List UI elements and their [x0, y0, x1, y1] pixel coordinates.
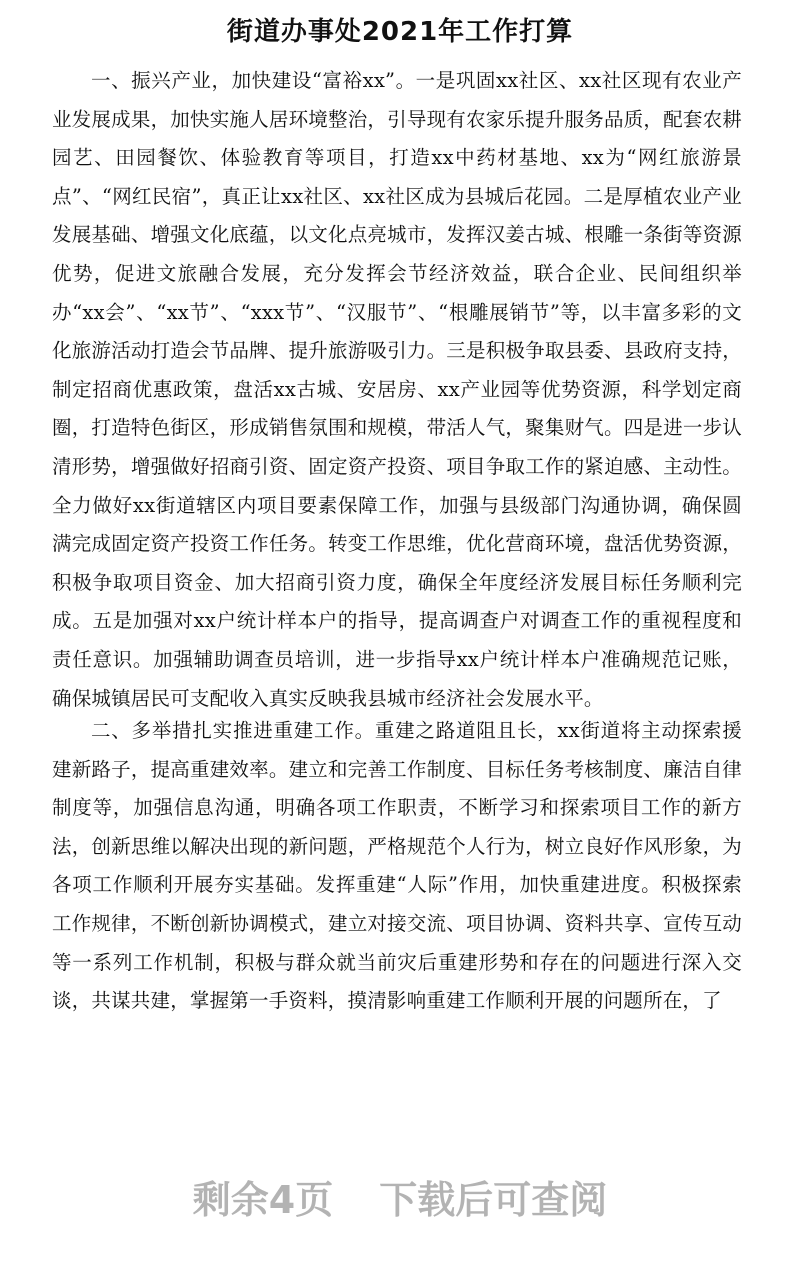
download-banner[interactable] — [0, 1172, 800, 1228]
remaining-pages-label: 剩余4页 — [192, 1178, 334, 1222]
download-hint-label: 下载后可查阅 — [379, 1178, 608, 1222]
paragraph-1: 一、振兴产业，加快建设“富裕xx”。一是巩固xx社区、xx社区现有农业产业发展成果，加快实施人居环境整治，引导现有农家乐提升服务品质，配套农耕园艺、田园餐饮、体验教育等项目，打造xx中药材基地、xx为“网红旅游景点”、“网红民宿”，真正让xx社区、xx社区成为县城后花园。二是厚植农业产业发展基础、增强文化底蕴，以文化点亮城市，发挥汉姜古城、根雕一条街等资源优势，促进文旅融合发展，充分发挥会节经济效益，联合企业、民间组织举办“xx会”、“xx节”、“xxx节”、“汉服节”、“根雕展销节”等，以丰富多彩的文化旅游活动打造会节品牌、提升旅游吸引力。三是积极争取县委、县政府支持，制定招商优惠政策，盘活xx古城、安居房、xx产业园等优势资源，科学划定商圈，打造特色街区，形成销售氛围和规模，带活人气，聚集财气。四是进一步认清形势，增强做好招商引资、固定资产投资、项目争取工作的紧迫感、主动性。全力做好xx街道辖区内项目要素保障工作，加强与县级部门沟通协调，确保圆满完成固定资产投资工作任务。转变工作思维，优化营商环境，盘活优势资源，积极争取项目资金、加大招商引资力度，确保全年度经济发展目标任务顺利完成。五是加强对xx户统计样本户的指导，提高调查户对调查工作的重视程度和责任意识。加强辅助调查员培训，进一步指导xx户统计样本户准确规范记账，确保城镇居民可支配收入真实反映我县城市经济社会发展水平。 — [52, 69, 742, 710]
document-title: 街道办事处2021年工作打算 — [226, 17, 574, 47]
paragraph-2: 二、多举措扎实推进重建工作。重建之路道阻且长，xx街道将主动探索援建新路子，提高重建效率。建立和完善工作制度、目标任务考核制度、廉洁自律制度等，加强信息沟通，明确各项工作职责，不断学习和探索项目工作的新方法，创新思维以解决出现的新问题，严格规范个人行为，树立良好作风形象，为各项工作顺利开展夯实基础。发挥重建“人际”作用，加快重建进度。积极探索工作规律，不断创新协调模式，建立对接交流、项目协调、资料共享、宣传互动等一系列工作机制，积极与群众就当前灾后重建形势和存在的问题进行深入交谈，共谋共建，掌握第一手资料，摸清影响重建工作顺利开展的问题所在，了 — [52, 719, 742, 1013]
